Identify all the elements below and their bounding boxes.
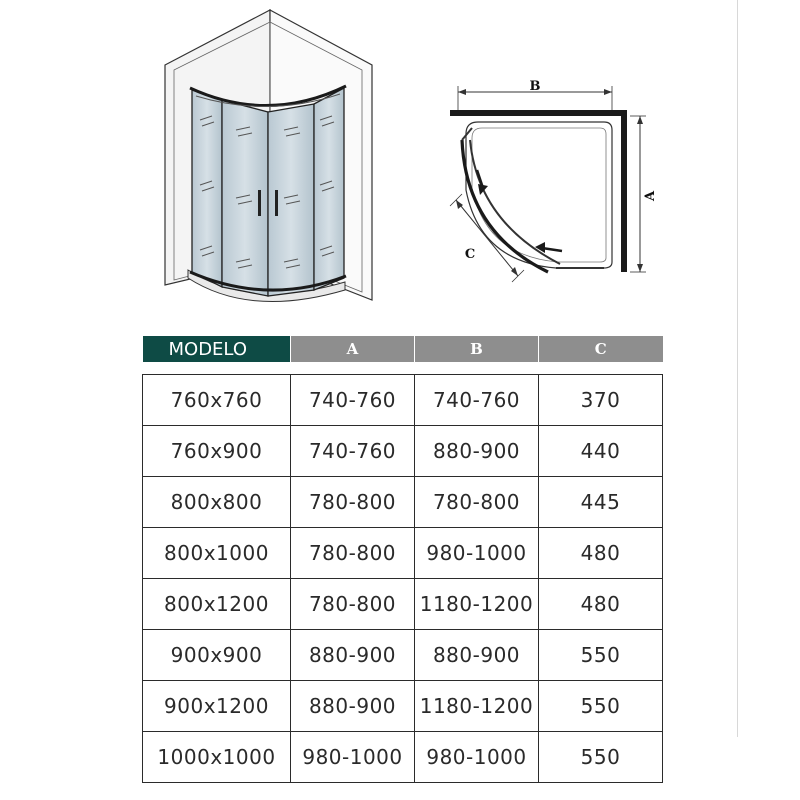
a-cell: 880-900 [291,681,415,732]
model-dimensions-table [142,336,663,783]
model-cell: 900x900 [143,630,291,681]
model-cell: 760x900 [143,426,291,477]
a-cell: 780-800 [291,528,415,579]
table-row [143,528,663,579]
b-cell: 780-800 [415,477,539,528]
door-handle-left [258,190,261,216]
c-cell: 445 [539,477,663,528]
curved-door-inner [470,140,560,264]
c-cell: 480 [539,528,663,579]
header-a: A [291,336,415,362]
dimension-c-label: C [464,247,476,262]
b-cell: 880-900 [415,630,539,681]
shower-diagrams [0,0,800,330]
b-cell: 980-1000 [415,528,539,579]
model-cell: 1000x1000 [143,732,291,783]
c-cell: 550 [539,681,663,732]
side-wall [621,110,627,272]
dimension-b-label: B [529,79,541,94]
table-row [143,426,663,477]
door-handle-right [275,190,278,216]
c-cell: 440 [539,426,663,477]
c-cell: 550 [539,732,663,783]
header-b: B [415,336,539,362]
model-cell: 800x1200 [143,579,291,630]
a-cell: 980-1000 [291,732,415,783]
model-cell: 800x800 [143,477,291,528]
c-cell: 550 [539,630,663,681]
b-cell: 1180-1200 [415,579,539,630]
back-wall [450,110,627,116]
table-row [143,732,663,783]
a-cell: 740-760 [291,426,415,477]
model-cell: 900x1200 [143,681,291,732]
b-cell: 740-760 [415,375,539,426]
table-row [143,681,663,732]
table-row [143,579,663,630]
a-cell: 880-900 [291,630,415,681]
b-cell: 880-900 [415,426,539,477]
dimension-a-label: A [643,190,658,202]
glass-panel-fixed-left [192,90,222,287]
a-cell: 780-800 [291,579,415,630]
header-c: C [539,336,663,362]
model-cell: 760x760 [143,375,291,426]
dimension-c-line [456,200,518,276]
a-cell: 780-800 [291,477,415,528]
header-modelo: MODELO [143,336,291,362]
c-cell: 480 [539,579,663,630]
table-row [143,630,663,681]
plan-view-diagram [450,79,658,282]
b-cell: 980-1000 [415,732,539,783]
table-header-row [143,336,663,362]
shower-enclosure-illustration [165,10,372,302]
model-cell: 800x1000 [143,528,291,579]
c-cell: 370 [539,375,663,426]
a-cell: 740-760 [291,375,415,426]
table-row [143,375,663,426]
b-cell: 1180-1200 [415,681,539,732]
table-row [143,477,663,528]
